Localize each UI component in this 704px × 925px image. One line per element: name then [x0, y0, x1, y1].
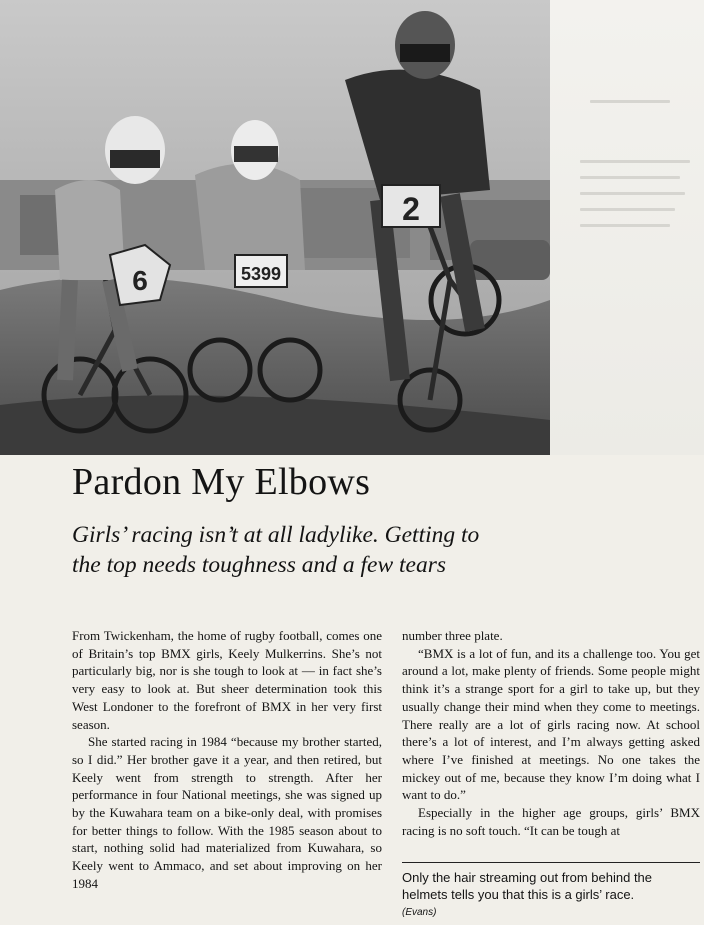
number-plate-right: 2: [402, 191, 420, 227]
body-column-1: [72, 627, 382, 893]
paragraph: She started racing in 1984 “because my brother started, so I did.” Her brother gave it a year, and then retired, but Keely went from strength to strength. After her performance in four National meetings, she was signed up by the Kuwahara team on a bike-only deal, with promises for better things to follow. With the 1985 season about to start, nothing solid had materialized from Kuwahara, so Keely went to Ammaco, and set about improving on her 1984: [72, 734, 382, 891]
bleed-through-margin: [550, 0, 704, 455]
paragraph: Especially in the higher age groups, girls’ BMX racing is no soft touch. “It can be tough at: [402, 805, 700, 838]
article-deck: Girls’ racing isn’t at all ladylike. Getting to the top needs toughness and a few tears: [72, 522, 480, 578]
article-headline: Pardon My Elbows: [72, 461, 371, 503]
body-column-2: [402, 627, 700, 839]
paragraph: “BMX is a lot of fun, and its a challenge too. You get around a lot, make plenty of friends. Some people might think it’s a strange sport for a girl to take up, but they usually change their mind when they come to meetings. There really are a lot of girls racing now. At school there’s a lot of interest, and I’m always getting asked where I’ve finished at meetings. No one takes the mickey out of me, because they know I’m doing what I want to do.”: [402, 645, 700, 803]
bmx-race-illustration: [0, 0, 550, 455]
photo-credit: (Evans): [402, 907, 437, 918]
parked-car: [470, 240, 550, 280]
paragraph: From Twickenham, the home of rugby football, comes one of Britain’s top BMX girls, Keely Mulkerrins. She’s not particularly big, nor is she tough to look at — in fact she’s very easy to look at. But sheer determination took this West Londoner to the forefront of BMX in her very first season.: [72, 628, 382, 732]
paragraph: number three plate.: [402, 628, 503, 643]
photo-caption: Only the hair streaming out from behind the helmets tells you that this is a girls’ race.: [402, 870, 653, 902]
number-plate-middle: 5399: [240, 264, 282, 284]
number-plate-left: 6: [132, 265, 148, 296]
caption-divider: [402, 862, 700, 863]
race-photo: [0, 0, 550, 455]
